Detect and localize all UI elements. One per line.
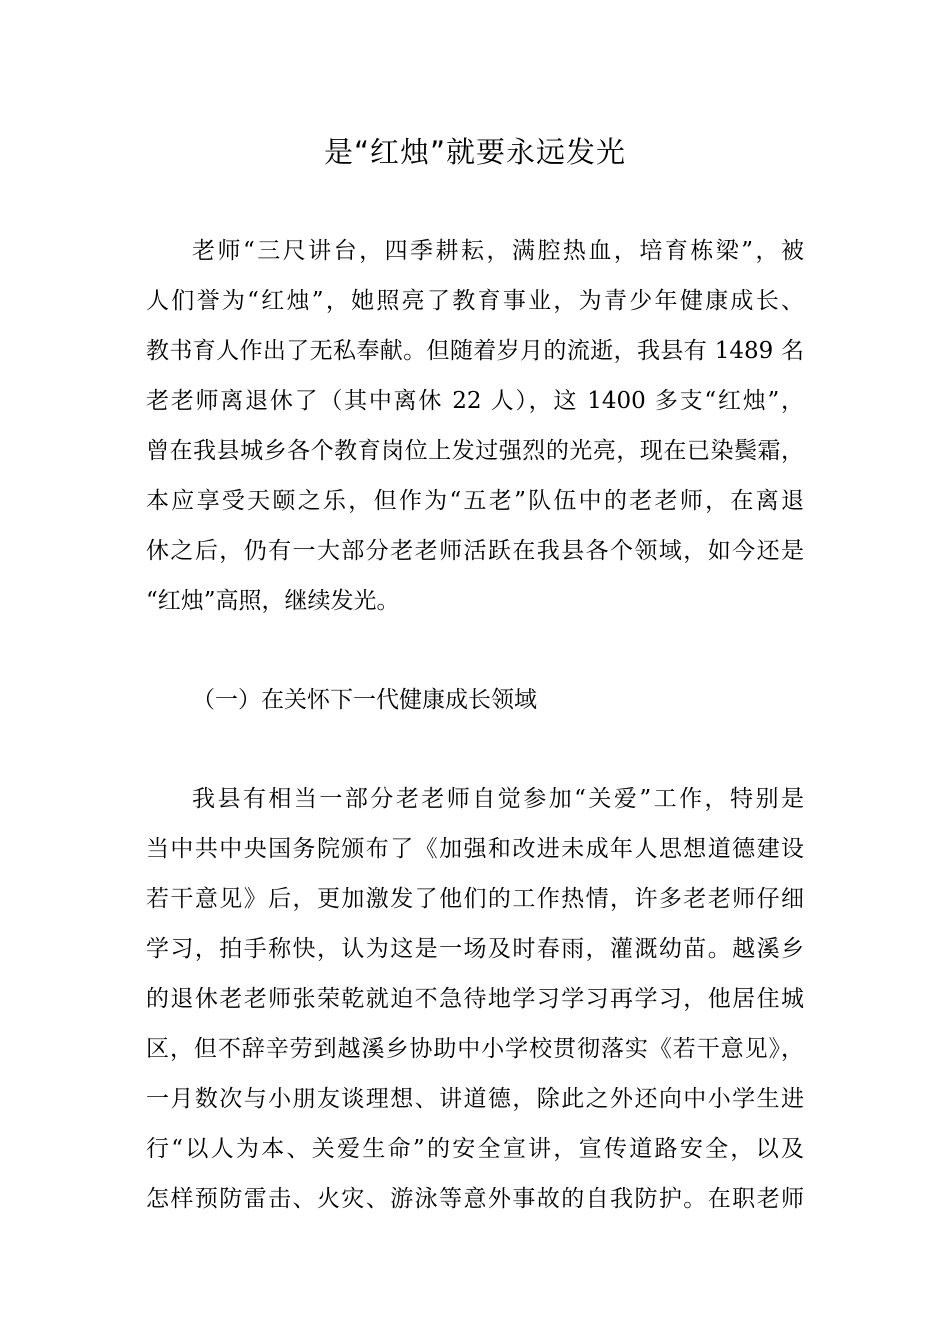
paragraph-line: 人们誉为“红烛”，她照亮了教育事业，为青少年健康成长、 (146, 288, 804, 314)
paragraph-line: 怎样预防雷击、火灾、游泳等意外事故的自我防护。在职老师 (146, 1186, 804, 1212)
paragraph-line: 若干意见》后，更加激发了他们的工作热情，许多老老师仔细 (146, 886, 804, 912)
paragraph-line: 曾在我县城乡各个教育岗位上发过强烈的光亮，现在已染鬓霜， (146, 438, 804, 464)
section-heading: （一）在关怀下一代健康成长领域 (192, 687, 537, 713)
paragraph-line: “红烛”高照，继续发光。 (146, 588, 400, 614)
paragraph-line: 行“以人为本、关爱生命”的安全宣讲，宣传道路安全，以及 (146, 1136, 804, 1162)
document-title: 是“红烛”就要永远发光 (323, 135, 627, 169)
paragraph-line: 的退休老老师张荣乾就迫不急待地学习学习再学习，他居住城 (146, 986, 804, 1012)
paragraph-line: 老师“三尺讲台，四季耕耘，满腔热血，培育栋梁”，被 (192, 238, 804, 264)
paragraph-line: 学习，拍手称快，认为这是一场及时春雨，灌溉幼苗。越溪乡 (146, 936, 804, 962)
paragraph-line: 当中共中央国务院颁布了《加强和改进未成年人思想道德建设 (146, 836, 804, 862)
paragraph-line: 休之后，仍有一大部分老老师活跃在我县各个领域，如今还是 (146, 538, 804, 564)
paragraph-line: 教书育人作出了无私奉献。但随着岁月的流逝，我县有 1489 名 (146, 338, 804, 364)
paragraph-line: 我县有相当一部分老老师自觉参加“关爱”工作，特别是 (192, 786, 804, 812)
paragraph-line: 本应享受天颐之乐，但作为“五老”队伍中的老老师，在离退 (146, 488, 804, 514)
paragraph-line: 区，但不辞辛劳到越溪乡协助中小学校贯彻落实《若干意见》， (146, 1036, 804, 1062)
paragraph-line: 一月数次与小朋友谈理想、讲道德，除此之外还向中小学生进 (146, 1086, 804, 1112)
paragraph-line: 老老师离退休了（其中离休 22 人），这 1400 多支“红烛”， (146, 388, 804, 414)
